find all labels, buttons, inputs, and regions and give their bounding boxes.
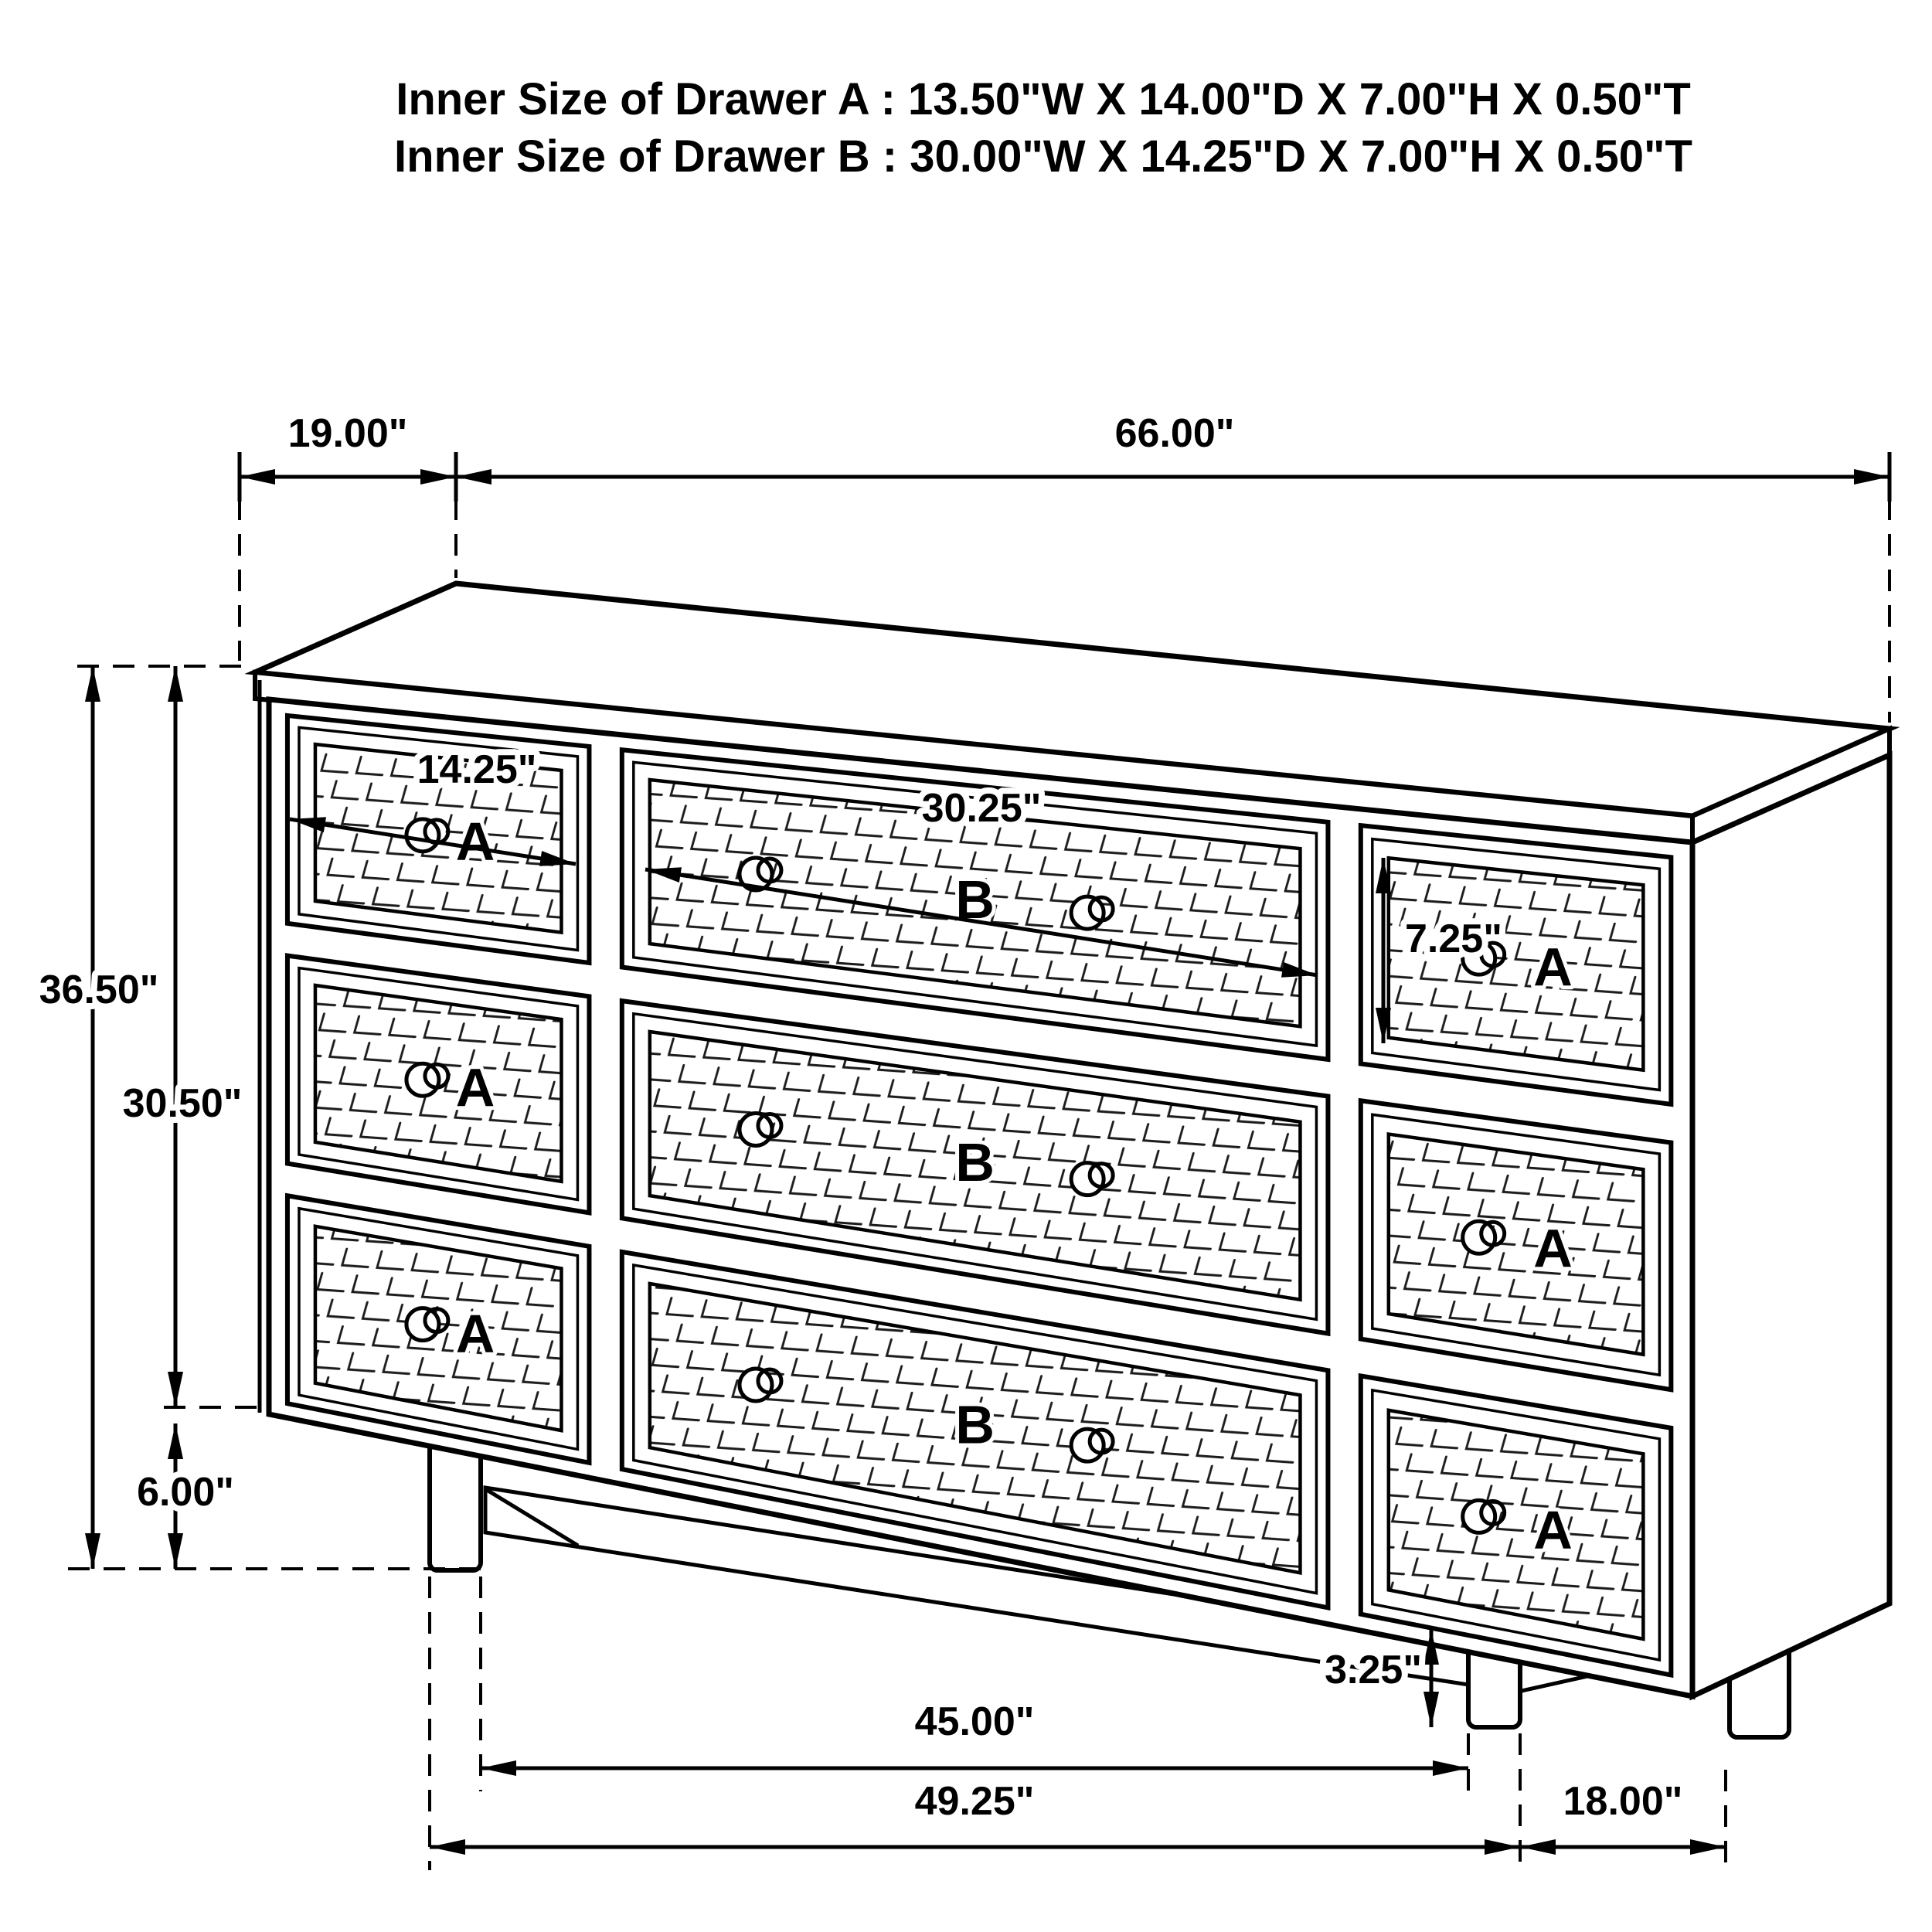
drawer-knob-icon xyxy=(1071,896,1104,929)
drawer-knob-icon xyxy=(406,1063,439,1096)
arrowhead-icon xyxy=(1520,1839,1556,1855)
drawer-knob-icon xyxy=(406,1308,439,1341)
drawer-letter: A xyxy=(1533,1218,1573,1279)
drawer-letter: B xyxy=(955,1394,995,1455)
drawer-knob-icon xyxy=(740,1369,772,1401)
title-line-2: Inner Size of Drawer B : 30.00"W X 14.25"D X 7.00"H X 0.50"T xyxy=(394,131,1692,182)
title-line-1: Inner Size of Drawer A : 13.50"W X 14.00"D X 7.00"H X 0.50"T xyxy=(396,74,1691,124)
arrowhead-icon xyxy=(456,469,492,485)
drawer-knob-icon xyxy=(740,1114,772,1146)
dimension-label: 36.50" xyxy=(39,968,159,1012)
arrowhead-icon xyxy=(240,469,275,485)
dimension-label: 19.00" xyxy=(287,411,408,456)
side-panel xyxy=(1692,755,1889,1696)
dimension-label: 30.25" xyxy=(921,786,1042,831)
drawer-knob-icon xyxy=(1463,1221,1495,1253)
arrowhead-icon xyxy=(168,666,183,702)
dimension-label: 14.25" xyxy=(417,747,537,792)
dimension-label: 30.50" xyxy=(122,1081,243,1126)
drawer-knob-icon xyxy=(1071,1429,1104,1461)
drawer-letter: B xyxy=(955,869,995,930)
dimension-label: 18.00" xyxy=(1563,1779,1683,1824)
drawer-letter: A xyxy=(1533,1499,1573,1560)
arrowhead-icon xyxy=(1433,1760,1468,1776)
dimension-label: 7.25" xyxy=(1405,917,1502,961)
drawer-knob-icon xyxy=(1071,1163,1104,1196)
arrowhead-icon xyxy=(430,1839,465,1855)
arrowhead-icon xyxy=(168,1423,183,1459)
dimension-label: 49.25" xyxy=(914,1779,1035,1824)
dimension-label: 3.25" xyxy=(1325,1648,1422,1692)
arrowhead-icon xyxy=(85,666,100,702)
drawer-cane-panel xyxy=(1389,858,1644,1070)
drawer-letter: A xyxy=(455,1303,495,1364)
drawer-knob-icon xyxy=(1463,1500,1495,1532)
arrowhead-icon xyxy=(420,469,456,485)
arrowhead-icon xyxy=(168,1372,183,1407)
arrowhead-icon xyxy=(1485,1839,1520,1855)
arrowhead-icon xyxy=(1690,1839,1726,1855)
drawer-letter: A xyxy=(1533,937,1573,998)
arrowhead-icon xyxy=(481,1760,516,1776)
drawer-letter: B xyxy=(955,1131,995,1192)
arrowhead-icon xyxy=(85,1533,100,1569)
drawer-cane-panel xyxy=(1389,1134,1644,1355)
dimension-label: 45.00" xyxy=(914,1699,1035,1744)
dimension-label: 66.00" xyxy=(1114,411,1235,456)
drawer-knob-icon xyxy=(406,819,439,852)
arrowhead-icon xyxy=(1423,1692,1439,1727)
dresser-drawing xyxy=(39,411,1889,1870)
arrowhead-icon xyxy=(168,1533,183,1569)
arrowhead-icon xyxy=(1854,469,1889,485)
drawer-letter: A xyxy=(455,811,495,872)
dimension-label: 6.00" xyxy=(137,1470,234,1515)
drawer-letter: A xyxy=(455,1057,495,1118)
